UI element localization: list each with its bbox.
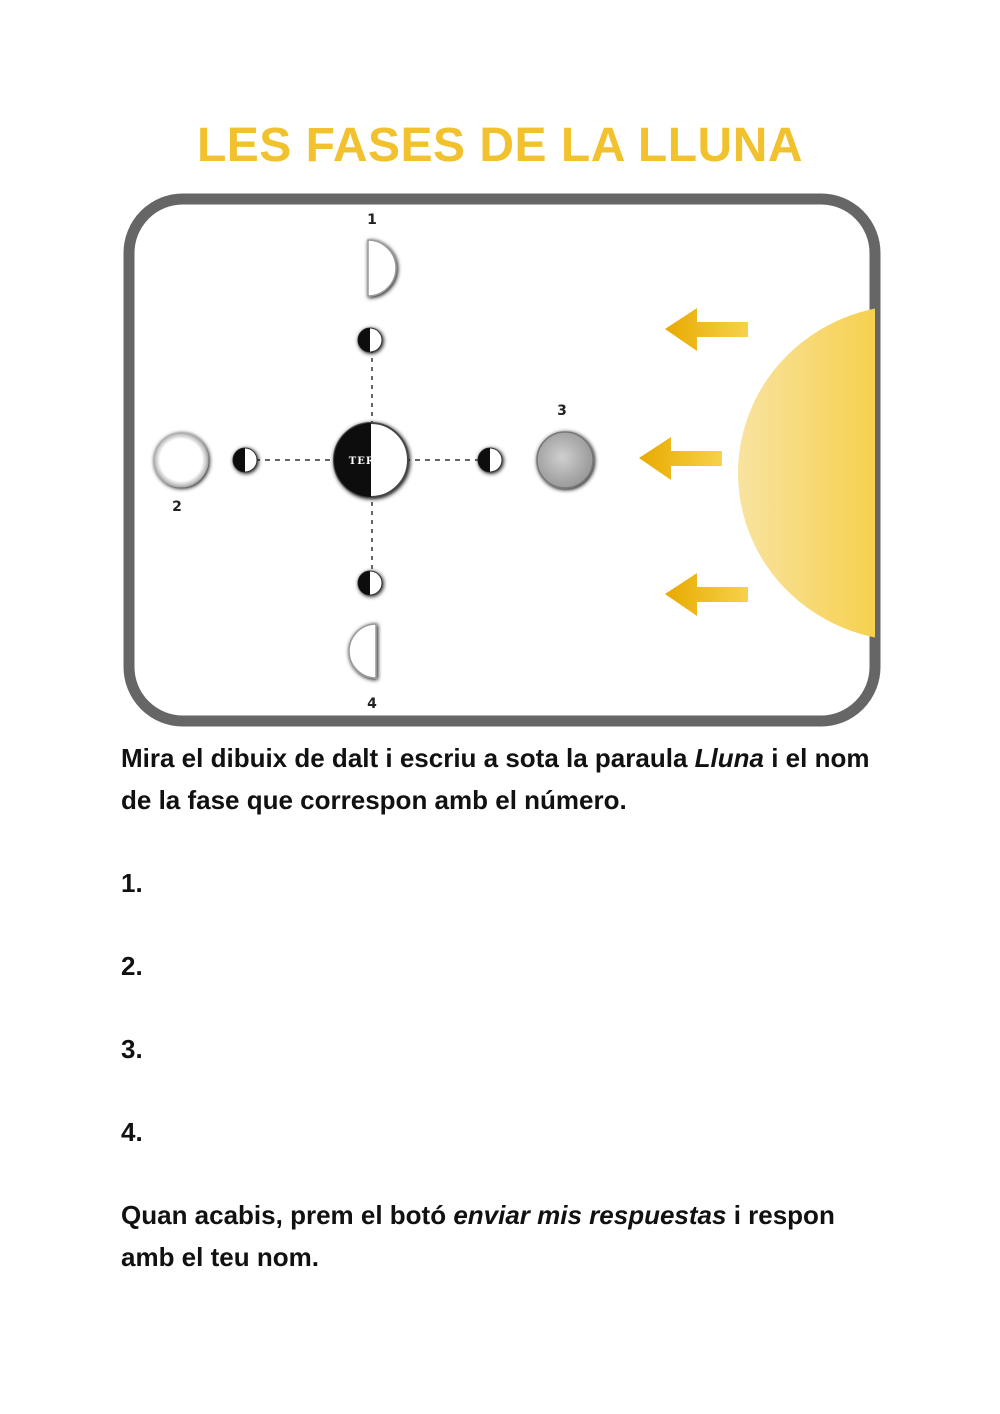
diagram-svg bbox=[120, 190, 884, 730]
moon-phases-diagram bbox=[120, 190, 884, 730]
earth-label: TERRA bbox=[348, 456, 394, 467]
instructions-text bbox=[121, 737, 881, 821]
phase-number-3: 3 bbox=[557, 403, 567, 419]
answer-label-2: 2. bbox=[121, 951, 143, 981]
phase-number-4: 4 bbox=[367, 696, 377, 712]
answer-list bbox=[121, 862, 143, 1194]
page-title: LES FASES DE LA LLUNA bbox=[196, 119, 804, 172]
instructions-italic-word: Lluna bbox=[694, 743, 764, 773]
outro-part2: i respon amb el teu nom. bbox=[121, 1200, 835, 1272]
instructions-part2: i el nom de la fase que correspon amb el número. bbox=[121, 743, 870, 815]
answer-label-1: 1. bbox=[121, 868, 143, 898]
orbit-moon-left bbox=[233, 448, 257, 472]
answer-item-4[interactable] bbox=[121, 1111, 143, 1194]
moon-phase-2 bbox=[154, 433, 208, 487]
answer-label-4: 4. bbox=[121, 1117, 143, 1147]
outro-italic-button-name: enviar mis respuestas bbox=[453, 1200, 727, 1230]
instructions-part1: Mira el dibuix de dalt i escriu a sota la paraula bbox=[121, 743, 695, 773]
earth bbox=[334, 423, 408, 497]
answer-item-2[interactable] bbox=[121, 945, 143, 1028]
orbit-moon-top bbox=[358, 328, 382, 352]
closing-instructions bbox=[121, 1194, 881, 1278]
answer-item-1[interactable] bbox=[121, 862, 143, 945]
answer-item-3[interactable] bbox=[121, 1028, 143, 1111]
orbit-moon-bottom bbox=[358, 571, 382, 595]
orbit-moon-right bbox=[478, 448, 502, 472]
phase-number-2: 2 bbox=[172, 499, 182, 515]
outro-part1: Quan acabis, prem el botó bbox=[121, 1200, 454, 1230]
phase-number-1: 1 bbox=[367, 212, 377, 228]
moon-phase-3 bbox=[537, 432, 593, 488]
answer-label-3: 3. bbox=[121, 1034, 143, 1064]
